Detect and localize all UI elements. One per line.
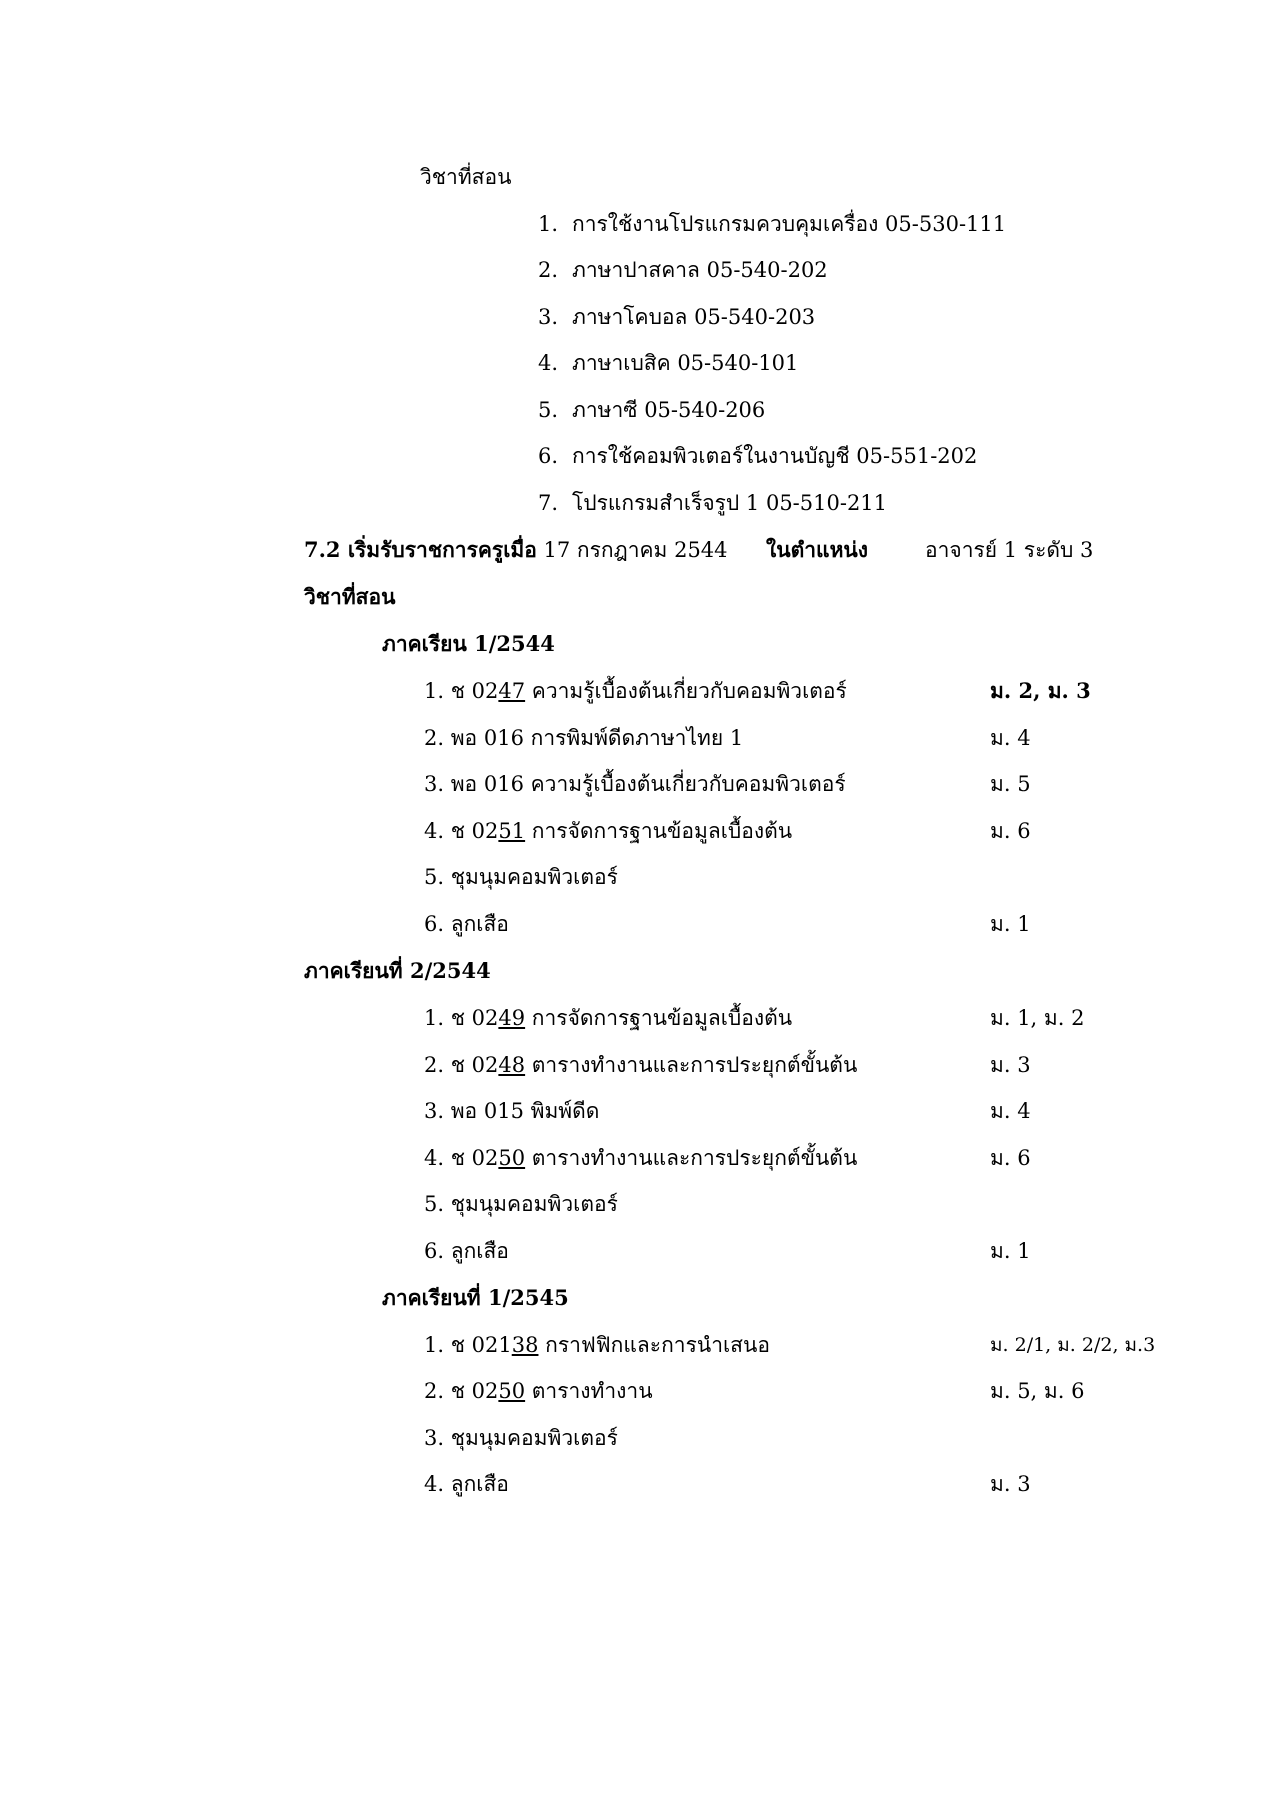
course-grade: ม. 2, ม. 3 (990, 678, 1091, 703)
course-title: การจัดการฐานข้อมูลเบื้องต้น (525, 819, 793, 843)
term-course (424, 816, 792, 846)
intro-subject-number: 4. (538, 351, 559, 375)
course-grade: ม. 2/1, ม. 2/2, ม.3 (990, 1334, 1156, 1356)
term-course (424, 676, 847, 706)
subjects-heading: วิชาที่สอน (304, 584, 396, 609)
course-title: ตารางทำงานและการประยุกต์ขั้นต้น (525, 1146, 858, 1170)
term-course (424, 1376, 653, 1406)
course-title: กราฟฟิกและการนำเสนอ (538, 1333, 770, 1357)
course-prefix: 2. พอ 016 การพิมพ์ดีดภาษาไทย 1 (424, 726, 744, 750)
course-grade: ม. 5, ม. 6 (990, 1379, 1085, 1403)
course-grade: ม. 3 (990, 1472, 1031, 1496)
course-grade: ม. 4 (990, 726, 1031, 750)
course-title: ความรู้เบื้องต้นเกี่ยวกับคอมพิวเตอร์ (525, 679, 847, 703)
term-course (424, 1050, 857, 1080)
term-course (424, 1143, 857, 1173)
course-prefix: 4. ช 02 (424, 1146, 499, 1170)
term-title: ภาคเรียน 1/2544 (382, 631, 555, 656)
intro-subject-text: ภาษาโคบอล 05-540-203 (572, 305, 816, 329)
intro-subject-text: การใช้คอมพิวเตอร์ในงานบัญชี 05-551-202 (572, 444, 978, 468)
start-date: 17 กรกฎาคม 2544 (543, 538, 728, 562)
intro-subject-6 (538, 441, 977, 471)
intro-subject-1 (538, 209, 1006, 239)
course-prefix: 3. พอ 015 พิมพ์ดีด (424, 1099, 600, 1123)
course-code: 48 (498, 1053, 526, 1077)
course-title: ตารางทำงาน (525, 1379, 653, 1403)
intro-subject-text: ภาษาปาสคาล 05-540-202 (572, 258, 828, 282)
intro-subject-2 (538, 255, 828, 285)
course-prefix: 1. ช 021 (424, 1333, 512, 1357)
intro-subject-number: 7. (538, 491, 559, 515)
intro-heading: วิชาที่สอน (420, 165, 512, 189)
intro-subject-7 (538, 488, 887, 518)
intro-subject-number: 2. (538, 258, 559, 282)
course-grade: ม. 1 (990, 912, 1031, 936)
course-grade: ม. 4 (990, 1099, 1031, 1123)
term-course (424, 1189, 618, 1219)
intro-subject-number: 3. (538, 305, 559, 329)
course-code: 50 (498, 1379, 526, 1403)
intro-subject-text: ภาษาเบสิค 05-540-101 (572, 351, 799, 375)
section-7-2-label: 7.2 เริ่มรับราชการครูเมื่อ (304, 537, 537, 562)
course-prefix: 6. ลูกเสือ (424, 912, 509, 936)
course-grade: ม. 1, ม. 2 (990, 1006, 1085, 1030)
term-course (424, 1469, 509, 1499)
course-grade: ม. 3 (990, 1053, 1031, 1077)
course-prefix: 2. ช 02 (424, 1053, 499, 1077)
term-course (424, 1096, 599, 1126)
course-prefix: 5. ชุมนุมคอมพิวเตอร์ (424, 865, 618, 889)
course-prefix: 3. ชุมนุมคอมพิวเตอร์ (424, 1426, 618, 1450)
course-title: การจัดการฐานข้อมูลเบื้องต้น (525, 1006, 793, 1030)
course-prefix: 1. ช 02 (424, 679, 499, 703)
course-prefix: 2. ช 02 (424, 1379, 499, 1403)
course-title: ตารางทำงานและการประยุกต์ขั้นต้น (525, 1053, 858, 1077)
intro-subject-text: การใช้งานโปรแกรมควบคุมเครื่อง 05-530-111 (572, 212, 1007, 236)
course-code: 50 (498, 1146, 526, 1170)
course-prefix: 1. ช 02 (424, 1006, 499, 1030)
course-prefix: 4. ช 02 (424, 819, 499, 843)
term-course (424, 1423, 618, 1453)
intro-subject-number: 5. (538, 398, 559, 422)
term-title: ภาคเรียนที่ 1/2545 (382, 1285, 569, 1310)
position-value: อาจารย์ 1 ระดับ 3 (925, 538, 1094, 562)
term-title: ภาคเรียนที่ 2/2544 (304, 958, 491, 983)
course-prefix: 5. ชุมนุมคอมพิวเตอร์ (424, 1192, 618, 1216)
course-prefix: 3. พอ 016 ความรู้เบื้องต้นเกี่ยวกับคอมพิวเตอร์ (424, 772, 846, 796)
intro-subject-text: ภาษาซี 05-540-206 (572, 398, 766, 422)
course-grade: ม. 5 (990, 772, 1031, 796)
course-code: 51 (498, 819, 526, 843)
position-label: ในตำแหน่ง (766, 537, 869, 562)
term-course (424, 1236, 509, 1266)
term-course (424, 1330, 770, 1360)
course-grade: ม. 1 (990, 1239, 1031, 1263)
term-course (424, 862, 618, 892)
course-prefix: 4. ลูกเสือ (424, 1472, 509, 1496)
term-course (424, 909, 509, 939)
intro-subject-number: 1. (538, 212, 559, 236)
intro-subject-3 (538, 302, 815, 332)
course-grade: ม. 6 (990, 819, 1031, 843)
intro-subject-number: 6. (538, 444, 559, 468)
course-code: 47 (498, 679, 526, 703)
term-course (424, 1003, 792, 1033)
course-code: 49 (498, 1006, 526, 1030)
term-course (424, 723, 743, 753)
section-7-2-line (304, 535, 728, 565)
course-prefix: 6. ลูกเสือ (424, 1239, 509, 1263)
course-grade: ม. 6 (990, 1146, 1031, 1170)
course-code: 38 (511, 1333, 539, 1357)
term-course (424, 769, 846, 799)
intro-subject-4 (538, 348, 798, 378)
intro-subject-5 (538, 395, 765, 425)
intro-subject-text: โปรแกรมสำเร็จรูป 1 05-510-211 (572, 491, 888, 515)
